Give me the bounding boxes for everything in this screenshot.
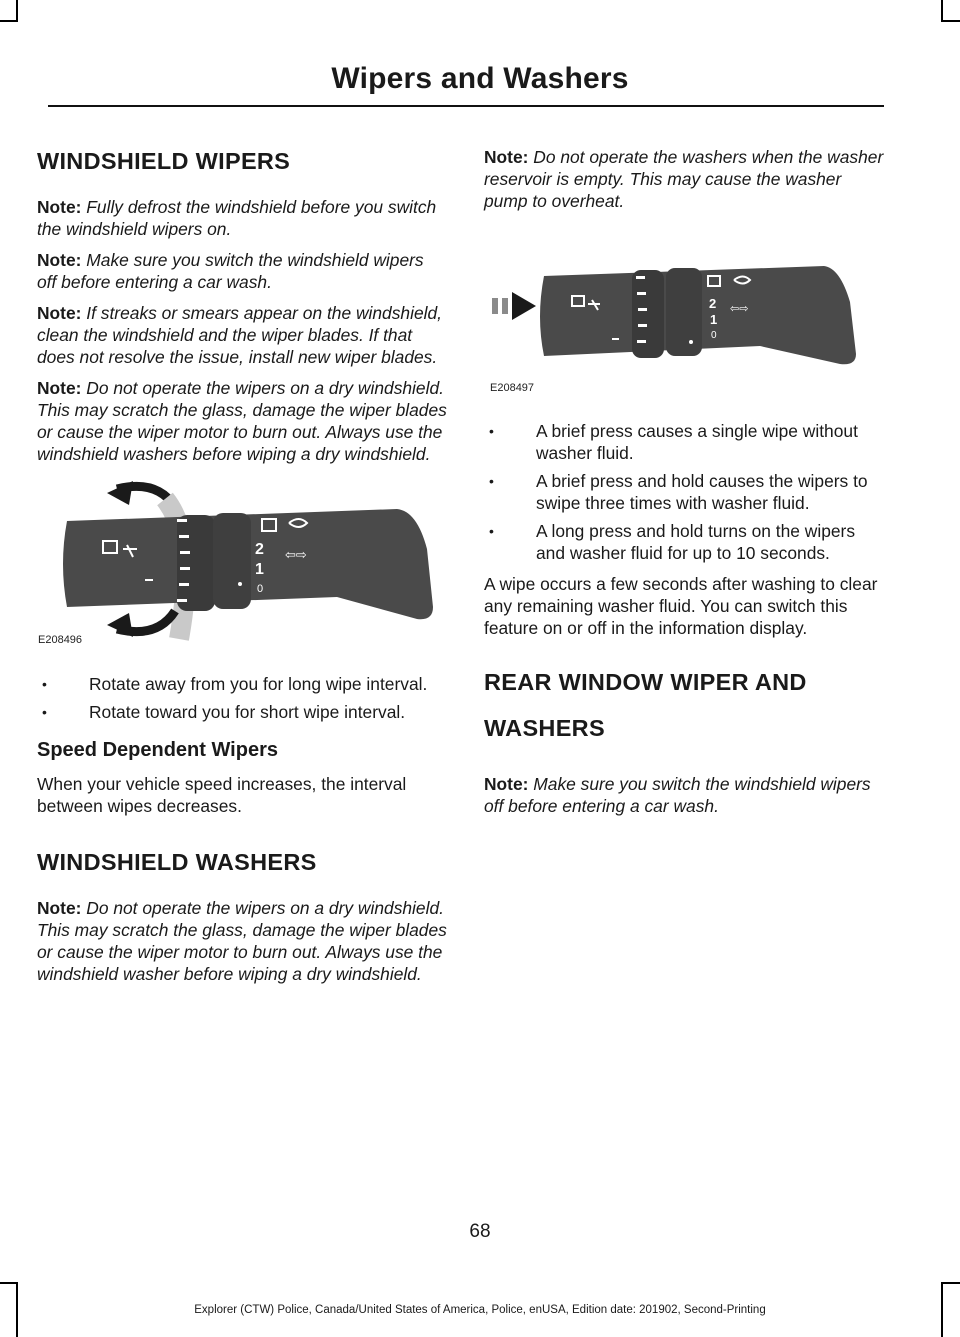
- dot-mark: [689, 340, 693, 344]
- stalk-ring: [177, 515, 215, 611]
- page-title: Wipers and Washers: [331, 62, 629, 95]
- wiper-stalk-rotate-figure: [37, 479, 447, 649]
- note-label: Note:: [484, 774, 529, 794]
- subheading-speed-dependent-wipers: Speed Dependent Wipers: [37, 739, 278, 761]
- crop-mark: [941, 1282, 960, 1284]
- header-divider: [48, 105, 884, 107]
- section-heading-windshield-wipers: WINDSHIELD WIPERS: [37, 148, 291, 174]
- airflow-icon: ⇦⇨: [730, 302, 749, 315]
- heading-line: REAR WINDOW WIPER AND: [484, 669, 807, 695]
- crop-mark: [0, 20, 18, 22]
- heading-line: WASHERS: [484, 715, 605, 741]
- dash-mark: [145, 579, 153, 581]
- list-item: • A long press and hold turns on the wipers and washer fluid for up to 10 seconds.: [484, 520, 884, 564]
- note-label: Note:: [37, 378, 82, 398]
- rotation-instructions: [37, 673, 447, 723]
- section-heading-windshield-washers: WINDSHIELD WASHERS: [37, 849, 317, 875]
- airflow-icon: ⇦⇨: [285, 548, 307, 563]
- washer-stalk-illustration: [484, 262, 884, 402]
- note-text: Make sure you switch the windshield wipers off before entering a car wash.: [37, 250, 424, 292]
- list-item: • Rotate away from you for long wipe interval.: [37, 673, 447, 695]
- note: [37, 302, 447, 368]
- note: [37, 249, 447, 293]
- note: [37, 377, 447, 465]
- list-item: • A brief press and hold causes the wipers to swipe three times with washer fluid.: [484, 470, 884, 514]
- stalk-mark-0: 0: [711, 330, 717, 341]
- stalk-ring: [666, 268, 702, 356]
- note: [484, 773, 884, 817]
- note: [37, 196, 447, 240]
- press-arrow-icon: [492, 298, 508, 314]
- press-instructions: [484, 420, 884, 564]
- page-number: 68: [469, 1221, 491, 1242]
- stalk-ring: [213, 513, 251, 609]
- list-item: • A brief press causes a single wipe without washer fluid.: [484, 420, 884, 464]
- note-label: Note:: [37, 250, 82, 270]
- note-label: Note:: [37, 303, 82, 323]
- crop-mark: [16, 0, 18, 22]
- crop-mark: [941, 0, 943, 22]
- note-text: Make sure you switch the windshield wipers off before entering a car wash.: [484, 774, 871, 816]
- stalk-mark-2: 2: [255, 541, 264, 558]
- stalk-mark-2: 2: [709, 296, 717, 311]
- section-heading-rear-wiper: [484, 667, 884, 743]
- note-label: Note:: [37, 197, 82, 217]
- note-text: Do not operate the wipers on a dry windshield. This may scratch the glass, damage the wiper blades or cause the wiper motor to burn out. Always use the windshield washer before wiping a dry windshield.: [37, 898, 447, 984]
- stalk-mark-0: 0: [257, 583, 264, 595]
- left-column: [37, 146, 447, 985]
- footer-text: Explorer (CTW) Police, Canada/United States of America, Police, enUSA, Edition date: 201902, Second-Printing: [194, 1304, 766, 1316]
- note: [37, 897, 447, 985]
- crop-mark: [0, 1282, 18, 1284]
- crop-mark: [941, 20, 960, 22]
- note-label: Note:: [484, 147, 529, 167]
- stalk-mark-1: 1: [710, 312, 718, 327]
- press-arrow-icon: [512, 292, 536, 320]
- list-item: • Rotate toward you for short wipe interval.: [37, 701, 447, 723]
- stalk-ring: [632, 270, 664, 358]
- note: [484, 146, 884, 212]
- figure-code: E208496: [38, 634, 83, 646]
- paragraph: When your vehicle speed increases, the interval between wipes decreases.: [37, 774, 407, 816]
- stalk-mark-1: 1: [255, 561, 264, 578]
- figure-code: E208497: [490, 382, 535, 394]
- wiper-stalk-press-figure: [484, 262, 884, 402]
- right-column: [484, 146, 884, 817]
- wiper-stalk-illustration: [37, 479, 447, 649]
- note-text: Do not operate the wipers on a dry windshield. This may scratch the glass, damage the wiper blades or cause the wiper motor to burn out. Always use the windshield washers before wiping a dry windshield.: [37, 378, 447, 464]
- dash-mark: [612, 338, 619, 340]
- note-label: Note:: [37, 898, 82, 918]
- note-text: If streaks or smears appear on the windshield, clean the windshield and the wiper blades. If that does not resolve the issue, install new wiper blades.: [37, 303, 442, 367]
- paragraph: A wipe occurs a few seconds after washing to clear any remaining washer fluid. You can switch this feature on or off in the information display.: [484, 574, 878, 638]
- note-text: Fully defrost the windshield before you switch the windshield wipers on.: [37, 197, 437, 239]
- note-text: Do not operate the washers when the washer reservoir is empty. This may cause the washer pump to overheat.: [484, 147, 884, 211]
- dot-mark: [238, 582, 242, 586]
